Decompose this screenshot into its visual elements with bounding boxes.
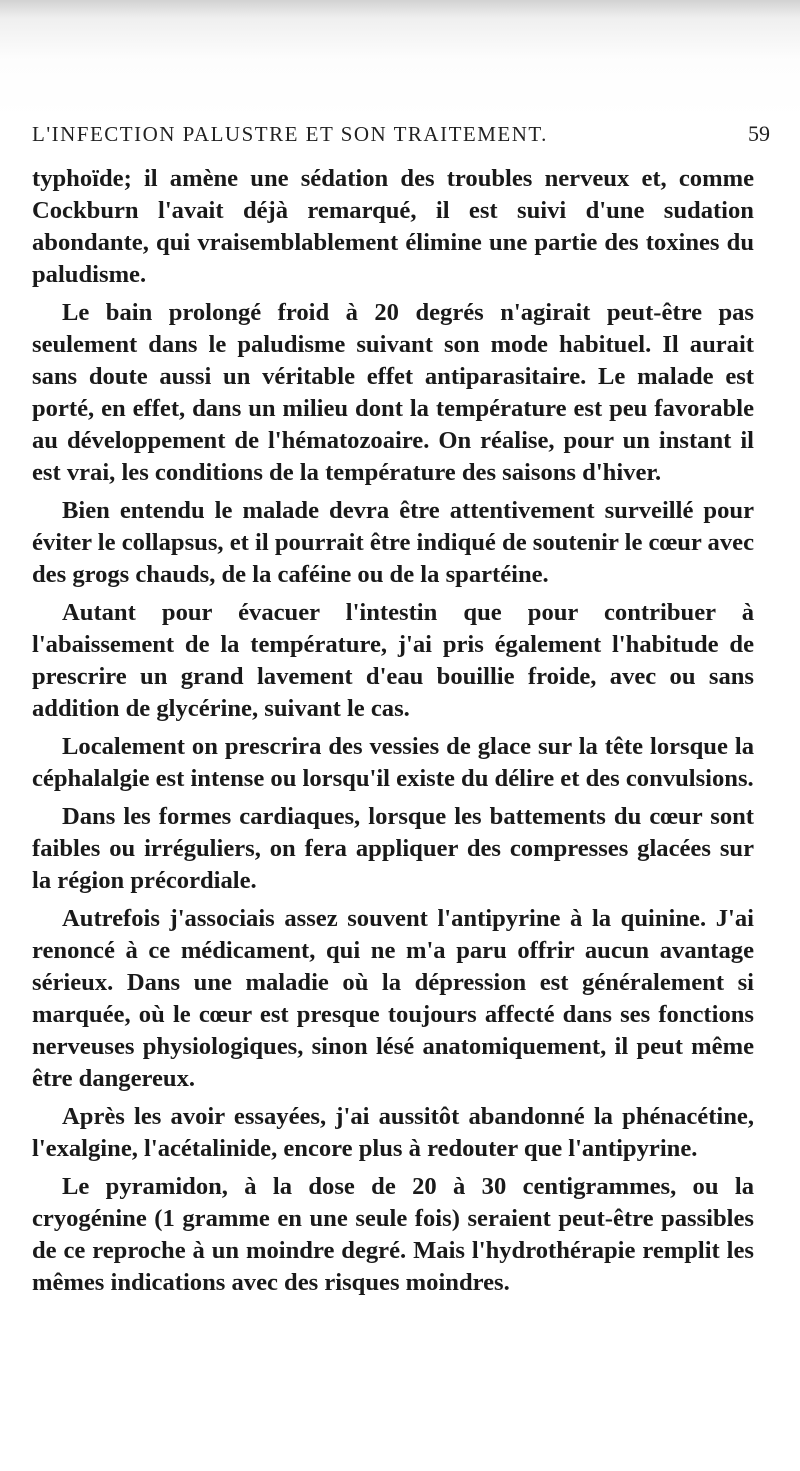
running-header (32, 121, 770, 153)
paragraph: Autant pour évacuer l'intestin que pour contribuer à l'abaissement de la température, j'ai pris également l'habitude de prescrire un grand lavement d'eau bouillie froide, avec ou sans addition de glycérine, suivant le cas. (32, 599, 754, 722)
page-number: 59 (748, 121, 770, 146)
paragraph: Localement on prescrira des vessies de glace sur la tête lorsque la céphalalgie est intense ou lorsqu'il existe du délire et des convulsions. (32, 733, 754, 792)
paragraph-continued: typhoïde; il amène une sédation des troubles nerveux et, comme Cockburn l'avait déjà remarqué, il est suivi d'une sudation abondante, qui vraisemblablement élimine une partie des toxines du paludisme. (32, 165, 754, 288)
paragraph: Bien entendu le malade devra être attentivement surveillé pour éviter le collapsus, et il pourrait être indiqué de soutenir le cœur avec des grogs chauds, de la caféine ou de la spartéine. (32, 497, 754, 588)
paragraph: Après les avoir essayées, j'ai aussitôt abandonné la phénacétine, l'exalgine, l'acétalinide, encore plus à redouter que l'antipyrine. (32, 1103, 754, 1162)
body-text (32, 163, 754, 1299)
paragraph: Dans les formes cardiaques, lorsque les battements du cœur sont faibles ou irréguliers, on fera appliquer des compresses glacées sur la région précordiale. (32, 803, 754, 894)
running-title: L'INFECTION PALUSTRE ET SON TRAITEMENT. (32, 122, 548, 146)
paragraph: Autrefois j'associais assez souvent l'antipyrine à la quinine. J'ai renoncé à ce médicament, qui ne m'a paru offrir aucun avantage sérieux. Dans une maladie où la dépression est généralement si marquée, où le cœur est presque toujours affecté dans ses fonctions nerveuses physiologiques, sinon lésé anatomiquement, il peut même être dangereux. (32, 905, 754, 1092)
paragraph: Le pyramidon, à la dose de 20 à 30 centigrammes, ou la cryogénine (1 gramme en une seule fois) seraient peut-être passibles de ce reproche à un moindre degré. Mais l'hydrothérapie remplit les mêmes indications avec des risques moindres. (32, 1173, 754, 1296)
paragraph: Le bain prolongé froid à 20 degrés n'agirait peut-être pas seulement dans le paludisme suivant son mode habituel. Il aurait sans doute aussi un véritable effet antiparasitaire. Le malade est porté, en effet, dans un milieu dont la température est peu favorable au développement de l'hématozoaire. On réalise, pour un instant il est vrai, les conditions de la température des saisons d'hiver. (32, 299, 754, 486)
